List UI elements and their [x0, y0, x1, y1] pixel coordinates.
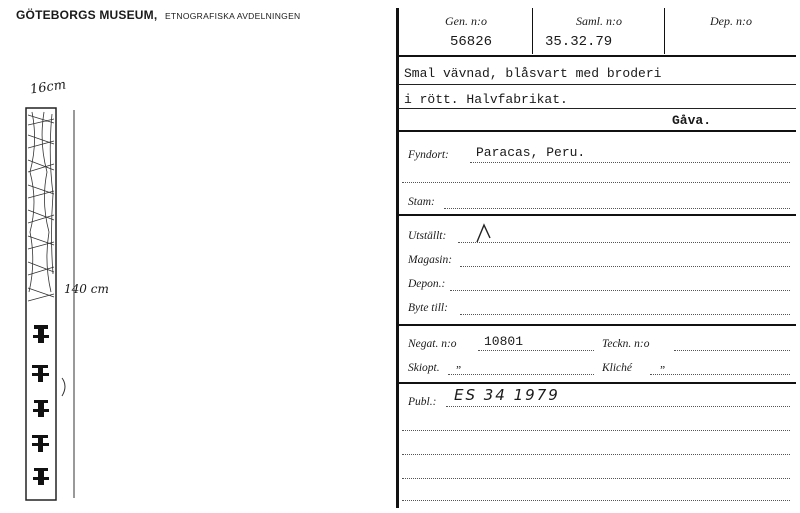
saml-label: Saml. n:o [576, 14, 622, 28]
check-mark [474, 222, 494, 244]
textile-sketch [20, 100, 90, 505]
utstallt-label: Utställt: [408, 230, 447, 242]
dep-label: Dep. n:o [710, 14, 752, 28]
museum-header [16, 8, 300, 22]
gen-value: 56826 [450, 34, 493, 50]
description-line-1: Smal vävnad, blåsvart med broderi [404, 66, 662, 81]
teckn-label: Teckn. n:o [602, 338, 650, 350]
fyndort-value: Paracas, Peru. [476, 145, 586, 160]
magasin-label: Magasin: [408, 254, 453, 266]
negat-label: Negat. n:o [408, 338, 457, 350]
department-name: ETNOGRAFISKA AVDELNINGEN [164, 11, 301, 21]
card-left-border [396, 8, 399, 508]
kliche-label: Kliché [602, 362, 633, 374]
gift-note: Gåva. [672, 113, 712, 128]
publ-value: ES 34 1979 [454, 386, 560, 404]
width-note: 16cm [29, 77, 68, 98]
museum-name: GÖTEBORGS MUSEUM, [16, 8, 158, 22]
length-note: 140 cm [64, 282, 109, 296]
gen-label: Gen. n:o [445, 14, 487, 28]
description-line-2: i rött. Halvfabrikat. [404, 92, 568, 107]
skiopt-label: Skiopt. [408, 362, 440, 374]
kliche-value: „ [660, 358, 667, 370]
saml-value: 35.32.79 [545, 34, 613, 50]
stam-label: Stam: [408, 196, 435, 208]
negat-value: 10801 [484, 334, 524, 349]
publ-label: Publ.: [408, 396, 437, 408]
byte-label: Byte till: [408, 302, 448, 314]
skiopt-value: „ [456, 358, 463, 370]
depon-label: Depon.: [408, 278, 446, 290]
fyndort-label: Fyndort: [408, 149, 449, 161]
